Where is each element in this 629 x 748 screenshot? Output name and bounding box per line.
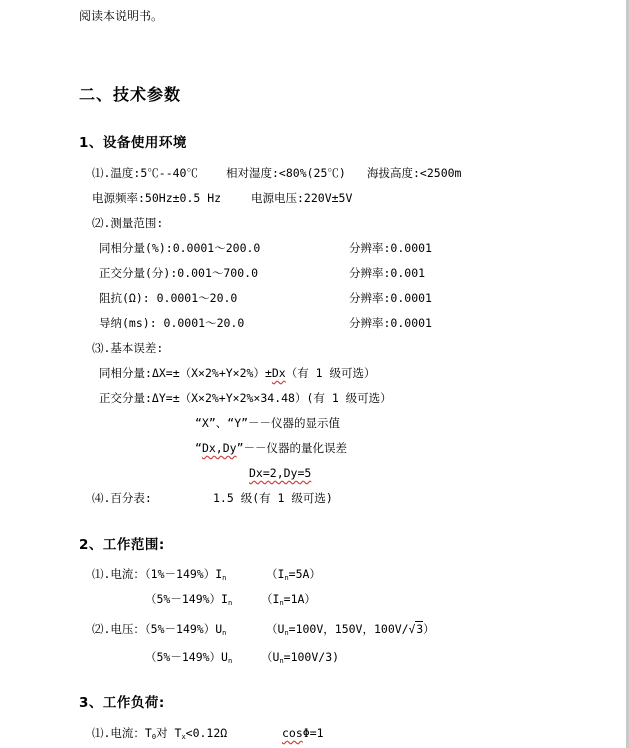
power-voltage-spec: 电源电压:220V±5V — [251, 191, 353, 205]
percent-meter-value: 1.5 级(有 1 级可选) — [213, 491, 333, 505]
current-rating-note: $(I_n=5A)$ — [266, 567, 321, 582]
power-frequency-spec: 电源频率:50Hz±0.5 Hz — [92, 191, 222, 205]
section-title-technical-params: 二、技术参数 — [79, 85, 182, 104]
dxdy-values: Dx=2,Dy=5 — [249, 466, 312, 480]
range-row-resolution: 分辨率:0.0001 — [349, 316, 432, 330]
env-heading: 1、设备使用环境 — [79, 135, 187, 151]
measure-range-heading: ⑵.测量范围: — [92, 216, 164, 230]
range-row-resolution: 分辨率:0.001 — [349, 266, 426, 280]
range-row-label: 阻抗(Ω): 0.0001～20.0 — [99, 291, 238, 305]
dxdy-note: “Dx,Dy”－－仪器的量化误差 — [195, 441, 347, 455]
range-row-label: 同相分量(%):0.0001～200.0 — [99, 241, 261, 255]
humidity-spec: 相对湿度:<80%(25℃) — [226, 166, 346, 180]
range-row-resolution: 分辨率:0.0001 — [349, 291, 432, 305]
xy-note: “X”、“Y”－－仪器的显示值 — [195, 416, 341, 430]
power-factor: cosΦ=1 — [282, 726, 324, 740]
range-row-label: 导纳(ms): 0.0001～20.0 — [99, 316, 245, 330]
in-phase-error-line: 同相分量:ΔX=±（X×2%+Y×2%）±Dx（有 1 级可选） — [99, 366, 376, 380]
basic-error-heading: ⑶.基本误差: — [92, 341, 164, 355]
intro-line: 阅读本说明书。 — [79, 9, 164, 23]
range-row-label: 正交分量(分):0.001～700.0 — [99, 266, 259, 280]
percent-meter-label: ⑷.百分表: — [92, 491, 152, 505]
work-range-heading: 2、工作范围: — [79, 537, 165, 553]
current-load-line: ⑴.电流：$T_0$对 $T_x<0.12\Omega$ — [92, 726, 228, 741]
work-load-heading: 3、工作负荷: — [79, 695, 165, 711]
sqrt-symbol: √ — [408, 623, 416, 636]
range-row-resolution: 分辨率:0.0001 — [349, 241, 432, 255]
current-range-line: ⑴.电流：$(1\%-149\%)I_n$ — [92, 567, 227, 582]
voltage-rating-note-2: $(U_n=100V/3)$ — [261, 650, 340, 665]
voltage-rating-note: （$U_n=100V$，150V，100V/√3） — [266, 622, 435, 637]
current-rating-note-2: $(I_n=1A)$ — [261, 592, 316, 607]
current-range-line-2: $(5\%-149\%)I_n$ — [145, 592, 233, 607]
voltage-range-line: ⑵.电压：$(5\%-149\%)U_n$ — [92, 622, 227, 637]
voltage-range-line-2: $(5\%-149\%)U_n$ — [145, 650, 233, 665]
quadrature-error-line: 正交分量:ΔY=±（X×2%+Y×2%×34.48）(有 1 级可选） — [99, 391, 392, 405]
temperature-spec: ⑴.温度:5℃--40℃ — [92, 166, 198, 180]
altitude-spec: 海拔高度:<2500m — [367, 166, 462, 180]
